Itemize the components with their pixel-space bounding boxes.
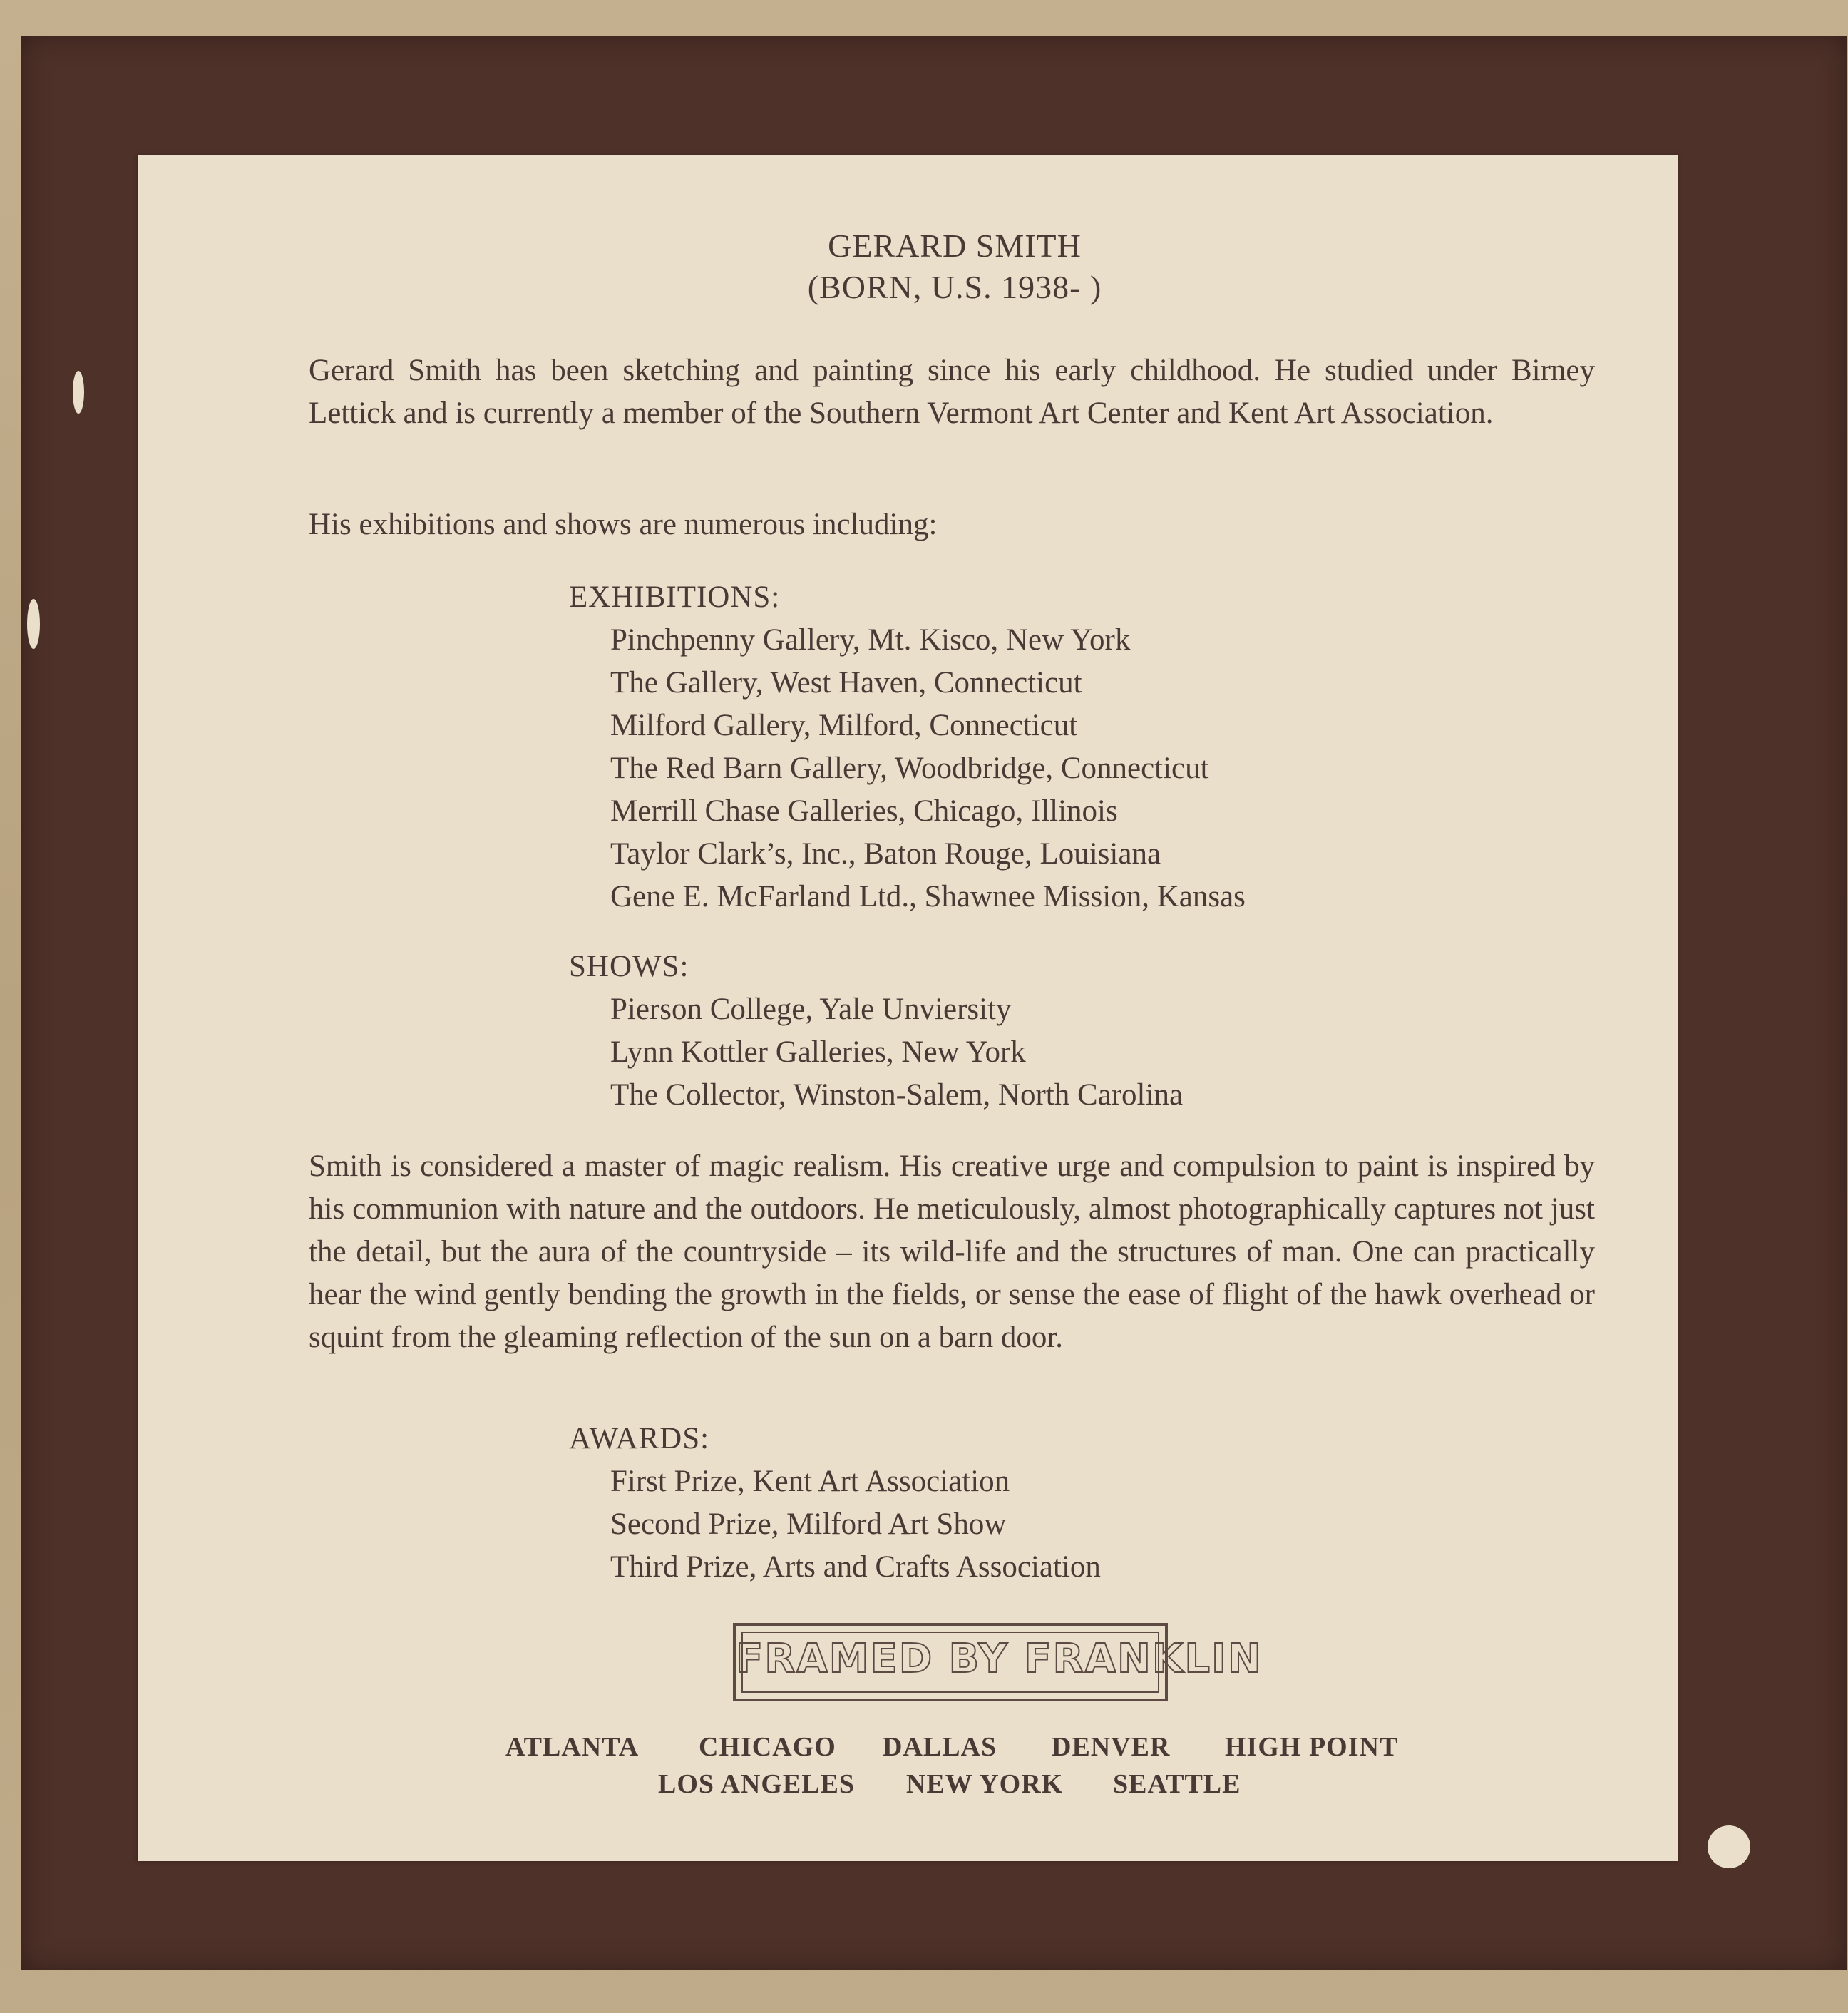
shows-list: [569, 988, 1183, 1117]
list-item: Pierson College, Yale Unviersity: [610, 993, 1012, 1026]
artist-label-sheet: [138, 155, 1678, 1861]
paper-tear-mark: [1708, 1825, 1750, 1868]
list-item: Second Prize, Milford Art Show: [610, 1507, 1007, 1541]
list-item: Taylor Clark’s, Inc., Baton Rouge, Louisiana: [610, 837, 1161, 871]
exhibitions-heading: EXHIBITIONS:: [569, 580, 781, 614]
list-item: Lynn Kottler Galleries, New York: [610, 1035, 1026, 1069]
artist-birth: (BORN, U.S. 1938- ): [807, 269, 1102, 305]
artist-name: GERARD SMITH: [828, 227, 1082, 264]
city-label: DALLAS: [883, 1732, 997, 1762]
city-label: NEW YORK: [906, 1769, 1064, 1799]
paper-tear-mark: [73, 371, 84, 414]
framer-stamp: [733, 1623, 1263, 1701]
exhibitions-list: [569, 619, 1246, 918]
shows-heading: SHOWS:: [569, 950, 689, 983]
city-label: HIGH POINT: [1225, 1732, 1399, 1762]
awards-list: [569, 1460, 1101, 1589]
list-item: Gene E. McFarland Ltd., Shawnee Mission, Kansas: [610, 880, 1246, 913]
list-item: The Collector, Winston-Salem, North Carolina: [610, 1078, 1184, 1112]
list-item: The Gallery, West Haven, Connecticut: [610, 666, 1082, 700]
exhibitions-section: [569, 576, 1246, 918]
exhibitions-intro: His exhibitions and shows are numerous including:: [309, 508, 938, 541]
city-label: LOS ANGELES: [658, 1769, 856, 1799]
list-item: Third Prize, Arts and Crafts Association: [610, 1550, 1101, 1584]
list-item: Milford Gallery, Milford, Connecticut: [610, 709, 1078, 742]
list-item: Pinchpenny Gallery, Mt. Kisco, New York: [610, 623, 1131, 657]
list-item: First Prize, Kent Art Association: [610, 1465, 1010, 1498]
intro-paragraph: Gerard Smith has been sketching and painting since his early childhood. He studied under Birney Lettick and is currently a member of the Southern Vermont Art Center and Kent Art Association.: [309, 354, 1595, 430]
city-label: DENVER: [1052, 1732, 1171, 1762]
shows-section: [569, 946, 1183, 1117]
city-label: SEATTLE: [1113, 1769, 1241, 1799]
city-label: ATLANTA: [505, 1732, 640, 1762]
list-item: The Red Barn Gallery, Woodbridge, Connecticut: [610, 752, 1209, 785]
paper-tear-mark: [27, 599, 40, 649]
list-item: Merrill Chase Galleries, Chicago, Illinois: [610, 794, 1118, 828]
city-label: CHICAGO: [699, 1732, 836, 1762]
awards-heading: AWARDS:: [569, 1422, 710, 1455]
style-paragraph: Smith is considered a master of magic realism. His creative urge and compulsion to paint is inspired by his communion with nature and the outdoors. He meticulously, almost photographically captures not just the detail, but the aura of the countryside – its wild-life and the structures of man. One can practically hear the wind gently bending the growth in the fields, or sense the ease of flight of the hawk overhead or squint from the gleaming reflection of the sun on a barn door.: [309, 1149, 1595, 1354]
awards-section: [569, 1418, 1101, 1589]
framer-stamp-text: FRAMED BY FRANKLIN: [736, 1636, 1263, 1682]
